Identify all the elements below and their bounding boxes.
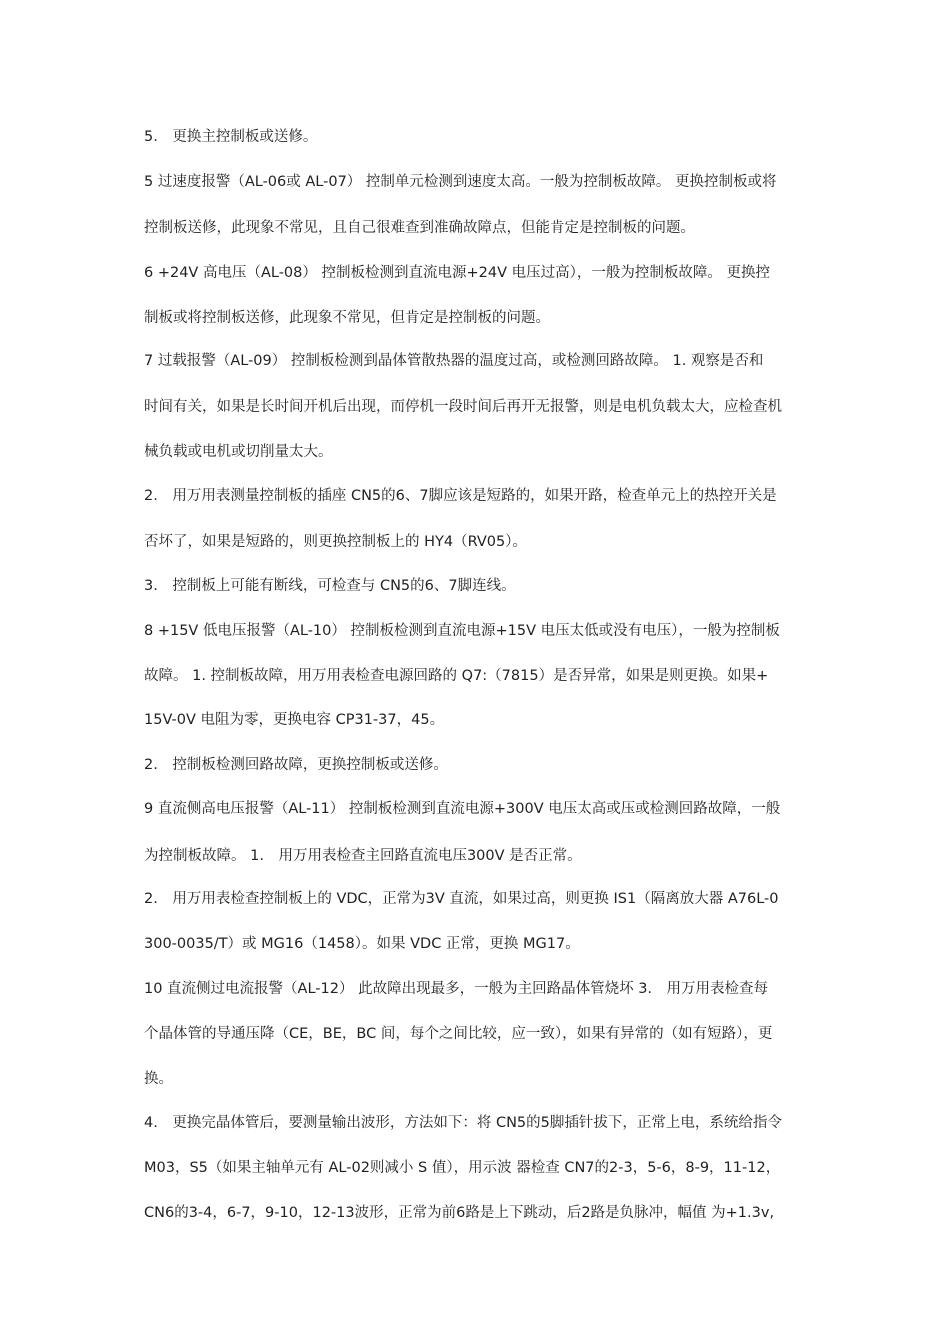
text-line: 为控制板故障。 1. 用万用表检查主回路直流电压300V 是否正常。 — [144, 848, 582, 864]
text-line: 2. 控制板检测回路故障，更换控制板或送修。 — [144, 757, 448, 773]
text-line: CN6的3-4，6-7，9-10，12-13波形，正常为前6路是上下跳动，后2路是负脉冲，幅值 为+1.3v, — [144, 1205, 775, 1221]
text-line: 300-0035/T）或 MG16（1458）。如果 VDC 正常，更换 MG17。 — [144, 936, 580, 952]
text-line: 8 +15V 低电压报警（AL-10） 控制板检测到直流电源+15V 电压太低或没有电压），一般为控制板 — [144, 623, 780, 639]
text-line: 制板或将控制板送修，此现象不常见，但肯定是控制板的问题。 — [144, 310, 550, 326]
text-line: 个晶体管的导通压降（CE，BE，BC 间，每个之间比较，应一致），如果有异常的（如有短路），更 — [144, 1026, 773, 1042]
text-line: 2. 用万用表测量控制板的插座 CN5的6、7脚应该是短路的，如果开路，检查单元上的热控开关是 — [144, 488, 777, 504]
text-line: 换。 — [144, 1071, 173, 1087]
text-line: 9 直流侧高电压报警（AL-11） 控制板检测到直流电源+300V 电压太高或压或检测回路故障，一般 — [144, 801, 781, 817]
text-line: 10 直流侧过电流报警（AL-12） 此故障出现最多，一般为主回路晶体管烧坏 3. 用万用表检查每 — [144, 981, 769, 997]
text-line: 7 过载报警（AL-09） 控制板检测到晶体管散热器的温度过高，或检测回路故障。 1. 观察是否和 — [144, 353, 764, 369]
text-line: 6 +24V 高电压（AL-08） 控制板检测到直流电源+24V 电压过高），一般为控制板故障。 更换控 — [144, 265, 770, 281]
text-line: 2. 用万用表检查控制板上的 VDC，正常为3V 直流，如果过高，则更换 IS1（隔离放大器 A76L-0 — [144, 891, 779, 907]
text-line: 5. 更换主控制板或送修。 — [144, 129, 318, 145]
text-line: 3. 控制板上可能有断线，可检查与 CN5的6、7脚连线。 — [144, 578, 516, 594]
text-line: M03，S5（如果主轴单元有 AL-02则减小 S 值），用示波 器检查 CN7的2-3，5-6，8-9，11-12， — [144, 1160, 781, 1176]
text-line: 械负载或电机或切削量太大。 — [144, 444, 333, 460]
text-line: 5 过速度报警（AL-06或 AL-07） 控制单元检测到速度太高。一般为控制板故障。 更换控制板或将 — [144, 174, 777, 190]
text-line: 控制板送修，此现象不常见，且自己很难查到准确故障点，但能肯定是控制板的问题。 — [144, 220, 695, 236]
text-line: 15V-0V 电阻为零，更换电容 CP31-37，45。 — [144, 712, 445, 728]
text-line: 故障。 1. 控制板故障，用万用表检查电源回路的 Q7:（7815）是否异常，如果是则更换。如果+ — [144, 668, 769, 684]
text-line: 时间有关，如果是长时间开机后出现，而停机一段时间后再开无报警，则是电机负载太大，应检查机 — [144, 399, 782, 415]
text-line: 4. 更换完晶体管后，要测量输出波形，方法如下：将 CN5的5脚插针拔下，正常上电，系统给指令 — [144, 1115, 782, 1131]
text-line: 否坏了，如果是短路的，则更换控制板上的 HY4（RV05）。 — [144, 534, 527, 550]
